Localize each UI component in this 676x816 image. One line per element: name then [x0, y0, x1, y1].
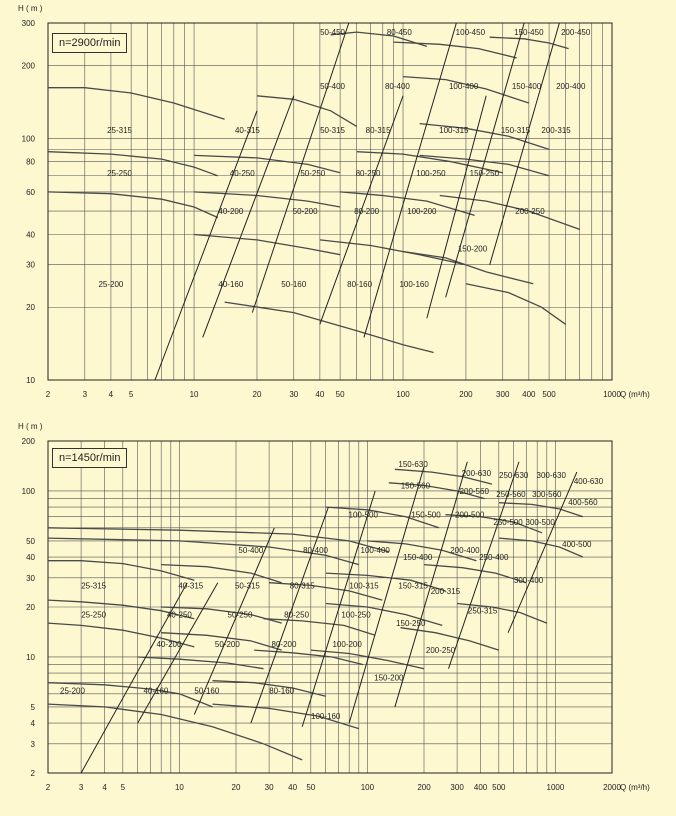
model-label: 150-315: [398, 581, 428, 591]
performance-curve: [490, 37, 569, 48]
model-label: 50-160: [194, 686, 220, 696]
x-tick-label: 20: [252, 390, 262, 399]
model-label: 200-400: [556, 81, 586, 91]
x-tick-label: 10: [174, 783, 184, 792]
model-label: 50-250: [227, 610, 253, 620]
performance-curve: [264, 619, 376, 636]
model-label: 150-250: [469, 168, 500, 178]
x-tick-label: 4: [102, 783, 107, 792]
model-label: 300-630: [536, 470, 566, 480]
zone-divider: [155, 111, 257, 380]
model-label: 150-560: [400, 481, 431, 491]
y-tick-label: 10: [26, 652, 35, 662]
model-label: 40-200: [218, 207, 244, 217]
model-label: 200-315: [541, 126, 571, 136]
model-label: 150-450: [514, 28, 544, 38]
model-label: 150-400: [511, 81, 542, 91]
model-label: 80-400: [384, 81, 410, 91]
model-label: 250-560: [496, 489, 526, 499]
x-tick-label: 300: [450, 783, 464, 792]
model-label: 150-500: [411, 510, 441, 520]
zone-divider: [302, 491, 375, 727]
model-label: 150-250: [396, 619, 426, 629]
x-axis-label: Q (m³/h): [620, 390, 650, 399]
y-tick-label: 80: [26, 157, 35, 167]
model-label: 50-400: [238, 546, 264, 556]
model-label: 25-200: [60, 686, 85, 696]
model-label: 80-160: [347, 279, 373, 289]
x-tick-label: 30: [264, 783, 274, 792]
model-label: 50-450: [320, 28, 346, 38]
chart-panel-1450rpm: [18, 422, 650, 792]
model-label: 50-315: [234, 581, 260, 591]
model-label: 25-315: [81, 581, 107, 591]
model-label: 250-400: [479, 553, 509, 563]
model-label: 80-200: [354, 207, 380, 217]
model-label: 100-250: [341, 610, 371, 620]
performance-curve: [48, 88, 225, 120]
x-tick-label: 500: [542, 390, 556, 399]
model-label: 400-500: [562, 539, 592, 549]
speed-label-1450rpm: n=1450r/min: [52, 448, 127, 468]
model-label: 25-315: [107, 126, 133, 136]
x-tick-label: 40: [315, 390, 325, 399]
y-tick-label: 4: [30, 719, 35, 729]
y-tick-label: 200: [21, 437, 35, 446]
x-tick-label: 5: [120, 783, 126, 792]
model-label: 100-450: [455, 28, 486, 38]
model-label: 100-400: [448, 81, 479, 91]
model-label: 80-400: [303, 546, 329, 556]
model-label: 150-630: [398, 460, 428, 470]
x-tick-label: 100: [360, 783, 375, 792]
zone-divider: [349, 467, 424, 723]
x-tick-label: 50: [306, 783, 316, 792]
x-tick-label: 5: [128, 390, 134, 399]
model-label: 100-500: [348, 510, 378, 520]
model-label: 150-200: [457, 244, 488, 254]
model-label: 80-450: [386, 28, 412, 38]
model-label: 200-630: [461, 469, 492, 479]
chart-panel-2900rpm: [18, 4, 650, 399]
model-label: 100-160: [399, 279, 429, 289]
x-tick-label: 4: [108, 390, 114, 399]
model-label: 400-630: [573, 476, 604, 486]
model-label: 250-500: [493, 518, 523, 528]
performance-curve: [194, 192, 340, 207]
model-label: 40-250: [166, 610, 192, 620]
performance-curve: [440, 196, 580, 230]
x-tick-label: 3: [82, 390, 88, 399]
model-label: 200-560: [459, 486, 489, 496]
zone-divider: [138, 583, 218, 723]
x-tick-label: 2: [45, 390, 51, 399]
model-label: 150-315: [500, 126, 531, 136]
model-label: 150-200: [374, 673, 404, 683]
model-label: 200-450: [560, 28, 591, 38]
x-axis-label: Q (m³/h): [620, 783, 650, 792]
x-tick-label: 2000: [603, 783, 621, 792]
model-label: 40-315: [234, 126, 260, 136]
model-label: 50-250: [300, 168, 326, 178]
y-tick-label: 20: [26, 303, 35, 313]
model-label: 300-560: [532, 489, 562, 499]
zone-divider: [446, 23, 525, 297]
performance-curve: [254, 650, 363, 665]
y-tick-label: 30: [26, 573, 35, 583]
model-label: 250-630: [499, 470, 529, 480]
model-label: 100-315: [439, 126, 469, 136]
performance-curve: [257, 96, 357, 127]
y-tick-label: 100: [21, 134, 35, 144]
x-tick-label: 1000: [603, 390, 621, 399]
x-tick-label: 400: [473, 783, 488, 792]
performance-curve: [48, 152, 218, 176]
model-label: 300-500: [525, 518, 555, 528]
x-tick-label: 20: [231, 783, 241, 792]
x-tick-label: 200: [417, 783, 431, 792]
performance-curve: [48, 704, 302, 760]
x-tick-label: 500: [492, 783, 506, 792]
y-tick-label: 2: [30, 769, 35, 778]
model-label: 80-160: [269, 686, 295, 696]
model-label: 80-315: [289, 581, 315, 591]
model-label: 50-160: [281, 279, 307, 289]
y-axis-label: H ( m ): [18, 422, 43, 431]
x-tick-label: 10: [189, 390, 199, 399]
y-tick-label: 100: [21, 486, 35, 496]
x-tick-label: 2: [45, 783, 51, 792]
model-label: 80-250: [355, 168, 381, 178]
model-label: 40-160: [218, 279, 244, 289]
model-label: 80-250: [284, 610, 310, 620]
model-label: 40-315: [178, 581, 204, 591]
model-label: 25-250: [107, 168, 133, 178]
performance-curve: [424, 565, 526, 583]
y-tick-label: 200: [21, 61, 35, 71]
performance-curve: [466, 284, 566, 325]
model-label: 200-315: [430, 586, 461, 596]
zone-divider: [364, 23, 456, 337]
performance-curve: [394, 42, 517, 58]
performance-curve: [138, 657, 264, 669]
model-label: 50-200: [292, 207, 318, 217]
x-tick-label: 3: [78, 783, 84, 792]
model-label: 50-315: [320, 126, 346, 136]
model-label: 50-200: [214, 639, 240, 649]
model-label: 80-200: [271, 639, 297, 649]
model-label: 200-250: [515, 207, 545, 217]
model-label: 100-315: [349, 581, 379, 591]
y-tick-label: 20: [26, 603, 35, 612]
performance-curve: [48, 561, 194, 581]
y-tick-label: 60: [26, 187, 35, 197]
performance-curve: [225, 302, 434, 352]
model-label: 80-315: [365, 126, 391, 136]
model-label: 40-250: [229, 168, 255, 178]
model-label: 250-315: [467, 606, 498, 616]
model-label: 200-500: [455, 510, 485, 520]
x-tick-label: 400: [522, 390, 536, 399]
y-tick-label: 3: [30, 739, 35, 749]
y-tick-label: 300: [21, 19, 35, 28]
model-label: 100-160: [311, 712, 341, 722]
model-label: 100-250: [416, 168, 446, 178]
y-axis-label: H ( m ): [18, 4, 43, 13]
x-tick-label: 50: [335, 390, 345, 399]
y-tick-label: 10: [26, 376, 35, 385]
performance-curve: [194, 235, 340, 255]
model-label: 400-560: [568, 497, 598, 507]
y-tick-label: 30: [26, 260, 35, 270]
x-tick-label: 200: [459, 390, 473, 399]
model-label: 100-200: [332, 639, 362, 649]
model-label: 300-400: [513, 576, 544, 586]
model-label: 40-200: [156, 639, 182, 649]
model-label: 200-250: [425, 646, 456, 656]
model-label: 200-400: [450, 546, 480, 556]
x-tick-label: 30: [289, 390, 299, 399]
model-label: 40-160: [143, 686, 169, 696]
model-label: 25-200: [98, 279, 124, 289]
x-tick-label: 40: [288, 783, 298, 792]
x-tick-label: 1000: [546, 783, 565, 792]
y-tick-label: 40: [26, 553, 35, 563]
model-label: 150-400: [402, 553, 433, 563]
y-tick-label: 40: [26, 230, 35, 240]
y-tick-label: 50: [26, 536, 35, 546]
model-label: 50-400: [320, 81, 346, 91]
performance-curve: [48, 192, 218, 218]
y-tick-label: 5: [30, 702, 35, 712]
speed-label-2900rpm: n=2900r/min: [52, 33, 127, 53]
model-label: 100-400: [360, 546, 390, 556]
plot-frame: [48, 23, 612, 380]
model-label: 25-250: [81, 610, 107, 620]
model-label: 100-200: [407, 207, 437, 217]
x-tick-label: 300: [496, 390, 510, 399]
x-tick-label: 100: [396, 390, 410, 399]
